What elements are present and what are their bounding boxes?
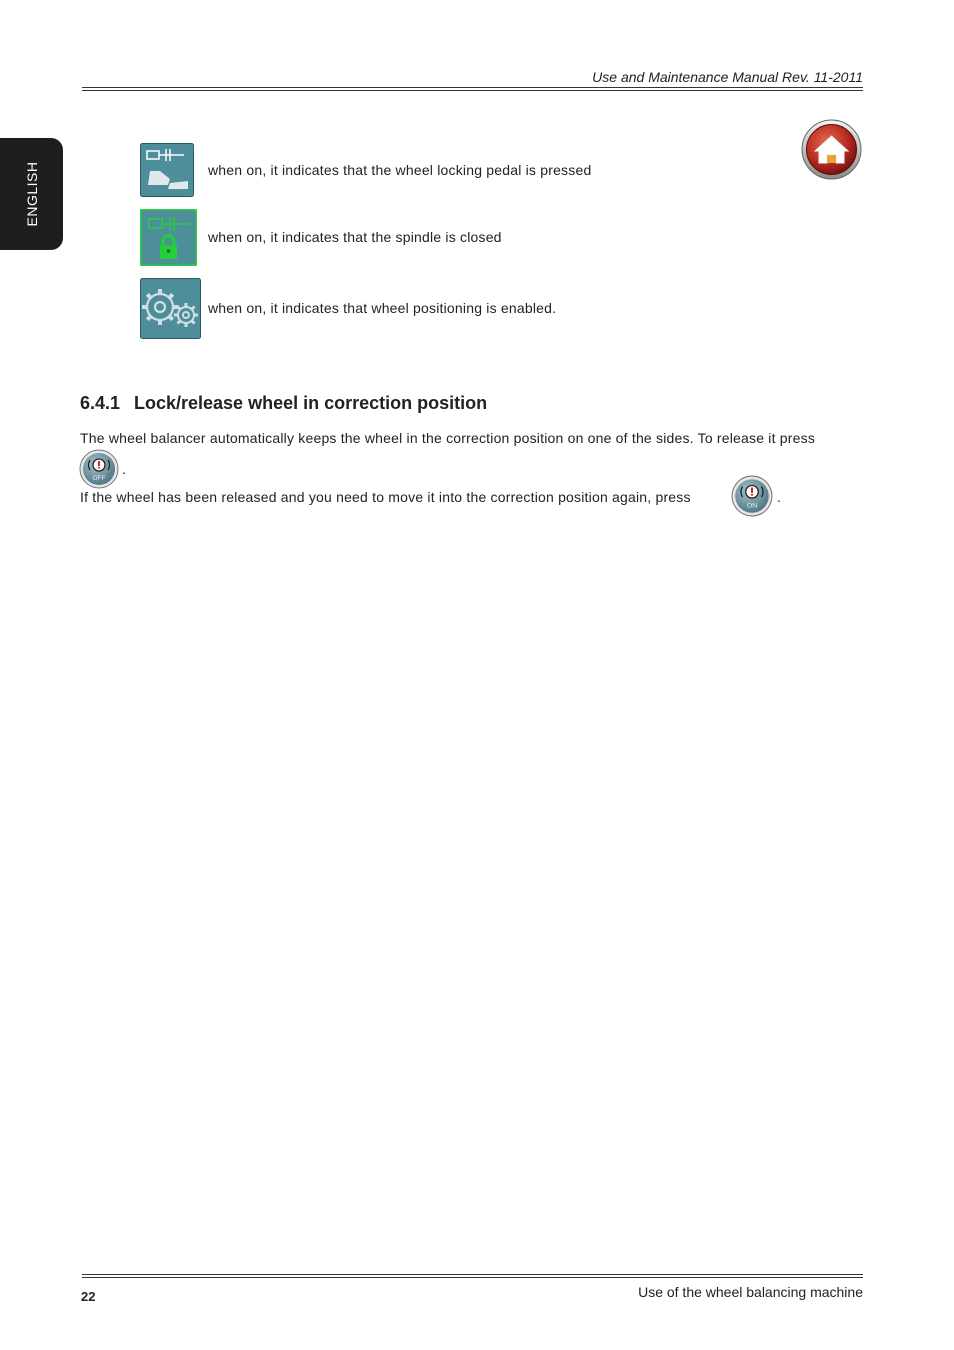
section-number: 6.4.1: [80, 393, 121, 413]
language-label: ENGLISH: [23, 161, 40, 227]
brake-off-button[interactable]: [79, 449, 119, 489]
indicator-text: when on, it indicates that the wheel locking pedal is pressed: [208, 162, 592, 178]
off-label: OFF: [92, 475, 106, 482]
page-number: 22: [81, 1289, 96, 1304]
header-rule: [82, 90, 863, 91]
on-label: ON: [746, 502, 758, 510]
chapter-title: Use of the wheel balancing machine: [638, 1284, 863, 1300]
indicator-text: when on, it indicates that wheel positioning is enabled.: [208, 300, 557, 316]
spindle-closed-lock-icon: [140, 209, 197, 266]
paragraph-end: .: [122, 461, 127, 477]
wheel-positioning-gears-icon: [140, 278, 201, 339]
paragraph: If the wheel has been released and you need to move it into the correction position again, press: [80, 489, 691, 505]
section-title: Lock/release wheel in correction position: [134, 393, 488, 413]
home-icon[interactable]: [801, 119, 862, 180]
paragraph: The wheel balancer automatically keeps the wheel in the correction position on one of the sides. To release it press: [80, 430, 816, 446]
indicator-text: when on, it indicates that the spindle is closed: [208, 229, 502, 245]
brake-on-button[interactable]: [731, 475, 773, 517]
wheel-locking-pedal-icon: [140, 143, 194, 197]
manual-title: Use and Maintenance Manual Rev. 11-2011: [592, 69, 863, 85]
footer-rule: [82, 1277, 863, 1278]
language-tab: [0, 138, 63, 250]
paragraph-end: .: [777, 489, 782, 505]
header-rule: [82, 87, 863, 88]
footer-rule: [82, 1274, 863, 1275]
section-heading: [80, 393, 487, 414]
